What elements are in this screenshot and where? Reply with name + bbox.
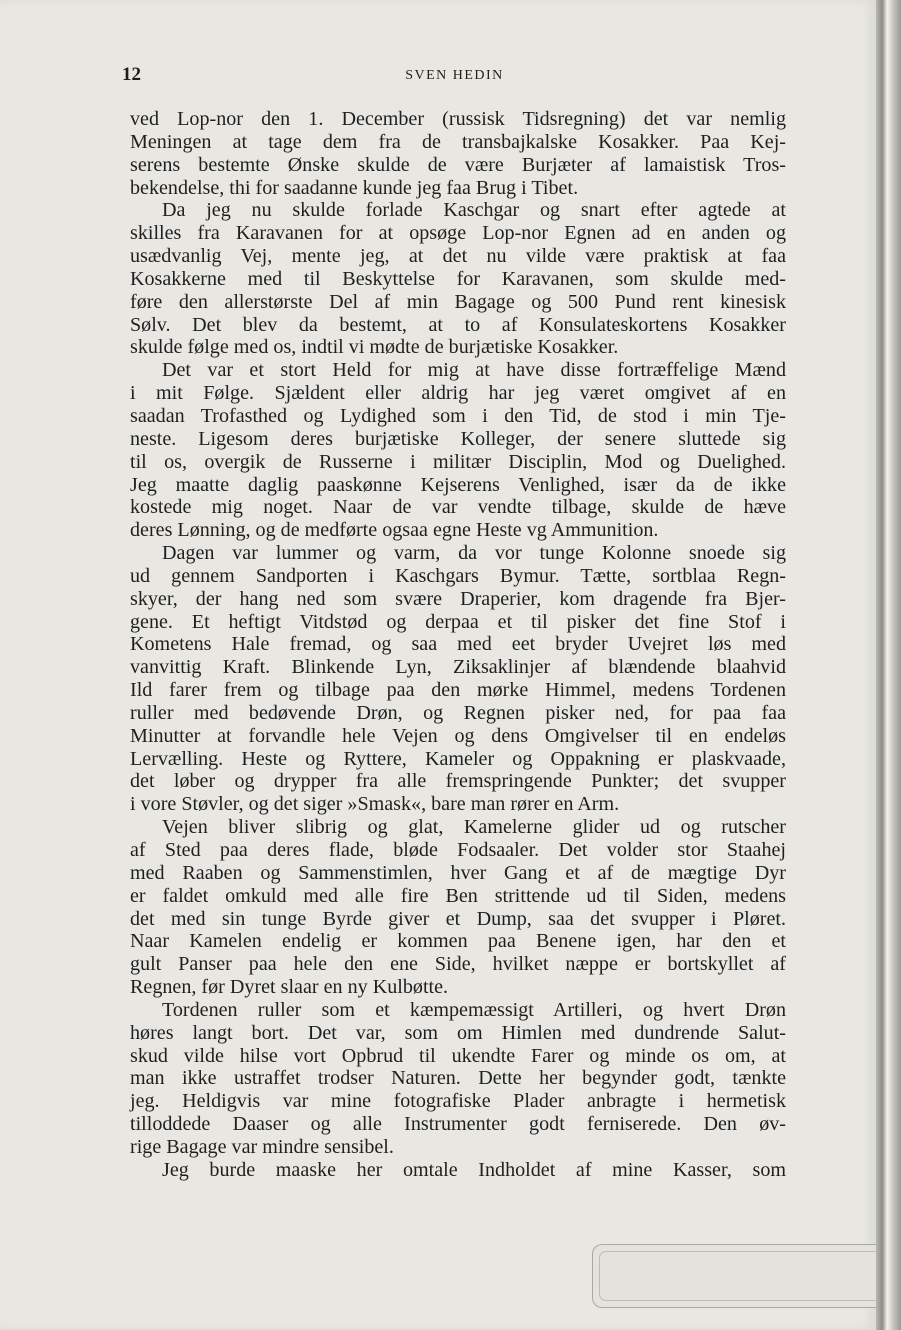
text-line: Minutter at forvandle hele Vejen og dens Omgivelser til en endeløs (130, 724, 786, 747)
text-line: høres langt bort. Det var, som om Himlen med dundrende Salut- (130, 1021, 786, 1044)
text-line: det med sin tunge Byrde giver et Dump, saa det svupper i Pløret. (130, 907, 786, 930)
paragraph-start-line: Jeg burde maaske her omtale Indholdet af mine Kasser, som (162, 1158, 786, 1181)
paragraph-start-line: Da jeg nu skulde forlade Kaschgar og snart efter agtede at (162, 199, 786, 222)
text-line: Kosakkerne med til Beskyttelse for Karavanen, som skulde med- (130, 267, 786, 290)
text-line: vanvittig Kraft. Blinkende Lyn, Ziksaklinjer af blændende blaahvid (130, 656, 786, 679)
page-header (122, 64, 787, 90)
text-line: neste. Ligesom deres burjætiske Kolleger, der senere sluttede sig (130, 427, 786, 450)
binding-tab (592, 1244, 877, 1308)
text-line: med Raaben og Sammenstimlen, hver Gang et af de mægtige Dyr (130, 861, 786, 884)
running-head: SVEN HEDIN (405, 68, 504, 83)
text-line: gene. Et heftigt Vitdstød og derpaa et til pisker det fine Stof i (130, 610, 786, 633)
text-line: Kometens Hale fremad, og saa med eet bryder Uvejret løs med (130, 633, 786, 656)
text-line: til os, overgik de Russerne i militær Disciplin, Mod og Duelighed. (130, 450, 786, 473)
text-line: jeg. Heldigvis var mine fotografiske Plader anbragte i hermetisk (130, 1090, 786, 1113)
text-line: tilloddede Daaser og alle Instrumenter godt ferniserede. Den øv- (130, 1113, 786, 1136)
text-line: Lervælling. Heste og Ryttere, Kameler og Oppakning er plaskvaade, (130, 747, 786, 770)
text-line: ved Lop-nor den 1. December (russisk Tidsregning) det var nemlig (130, 108, 786, 130)
text-line: Jeg maatte daglig paaskønne Kejserens Venlighed, især da de ikke (130, 473, 786, 496)
book-spine-edge (876, 0, 901, 1330)
text-line: Meningen at tage dem fra de transbajkalske Kosakker. Paa Kej- (130, 130, 786, 153)
text-line: skyer, der hang ned som svære Draperier, kom dragende fra Bjer- (130, 587, 786, 610)
text-line: skulde følge med os, indtil vi mødte de burjætiske Kosakker. (130, 336, 619, 359)
text-line: ud gennem Sandporten i Kaschgars Bymur. Tætte, sortblaa Regn- (130, 564, 786, 587)
text-line: skud vilde hilse vort Opbrud til ukendte Farer og minde os om, at (130, 1044, 786, 1067)
paragraph-start-line: Vejen bliver slibrig og glat, Kamelerne glider ud og rutscher (162, 816, 786, 839)
text-line: Ild farer frem og tilbage paa den mørke Himmel, medens Tordenen (130, 679, 786, 702)
text-line: ruller med bedøvende Drøn, og Regnen pisker ned, for paa faa (130, 701, 786, 724)
text-line: Regnen, før Dyret slaar en ny Kulbøtte. (130, 976, 449, 999)
text-line: rige Bagage var mindre sensibel. (130, 1135, 394, 1158)
paragraph-start-line: Det var et stort Held for mig at have disse fortræffelige Mænd (162, 359, 786, 382)
text-line: Sølv. Det blev da bestemt, at to af Konsulateskortens Kosakker (130, 313, 786, 336)
paragraph-start-line: Tordenen ruller som et kæmpemæssigt Artilleri, og hvert Drøn (162, 998, 786, 1021)
text-line: skilles fra Karavanen for at opsøge Lop-nor Egnen ad en anden og (130, 222, 786, 245)
text-line: Naar Kamelen endelig er kommen paa Benene igen, har den et (130, 930, 786, 953)
text-line: af Sted paa deres flade, bløde Fodsaaler. Det volder stor Staahej (130, 839, 786, 861)
text-line: saadan Trofasthed og Lydighed som i den Tid, de stod i min Tje- (130, 404, 786, 427)
text-line: i vore Støvler, og det siger »Smask«, bare man rører en Arm. (130, 793, 620, 816)
text-line: er faldet omkuld med alle fire Ben strittende ud til Siden, medens (130, 884, 786, 907)
text-line: gult Panser paa hele den ene Side, hvilket næppe er bortskyllet af (130, 953, 786, 976)
text-line: serens bestemte Ønske skulde de være Burjæter af lamaistisk Tros- (130, 153, 786, 176)
page-number: 12 (122, 64, 141, 85)
text-line: bekendelse, thi for saadanne kunde jeg faa Brug i Tibet. (130, 176, 579, 199)
text-line: i mit Følge. Sjældent eller aldrig har jeg været omgivet af en (130, 382, 786, 405)
text-line: man ikke ustraffet trodser Naturen. Dette her begynder godt, tænkte (130, 1067, 786, 1090)
text-line: deres Lønning, og de medførte ogsaa egne Heste vg Ammunition. (130, 519, 659, 542)
text-line: usædvanlig Vej, mente jeg, at det nu vilde være praktisk at faa (130, 245, 786, 268)
paragraph-start-line: Dagen var lummer og varm, da vor tunge Kolonne snoede sig (162, 542, 786, 565)
binding-tab-inner (599, 1251, 877, 1301)
text-line: det løber og drypper fra alle fremspringende Punkter; det svupper (130, 770, 786, 793)
body-text (130, 108, 786, 1182)
text-line: føre den allerstørste Del af min Bagage og 500 Pund rent kinesisk (130, 290, 786, 313)
text-line: kostede mig noget. Naar de var vendte tilbage, skulde de hæve (130, 496, 786, 519)
